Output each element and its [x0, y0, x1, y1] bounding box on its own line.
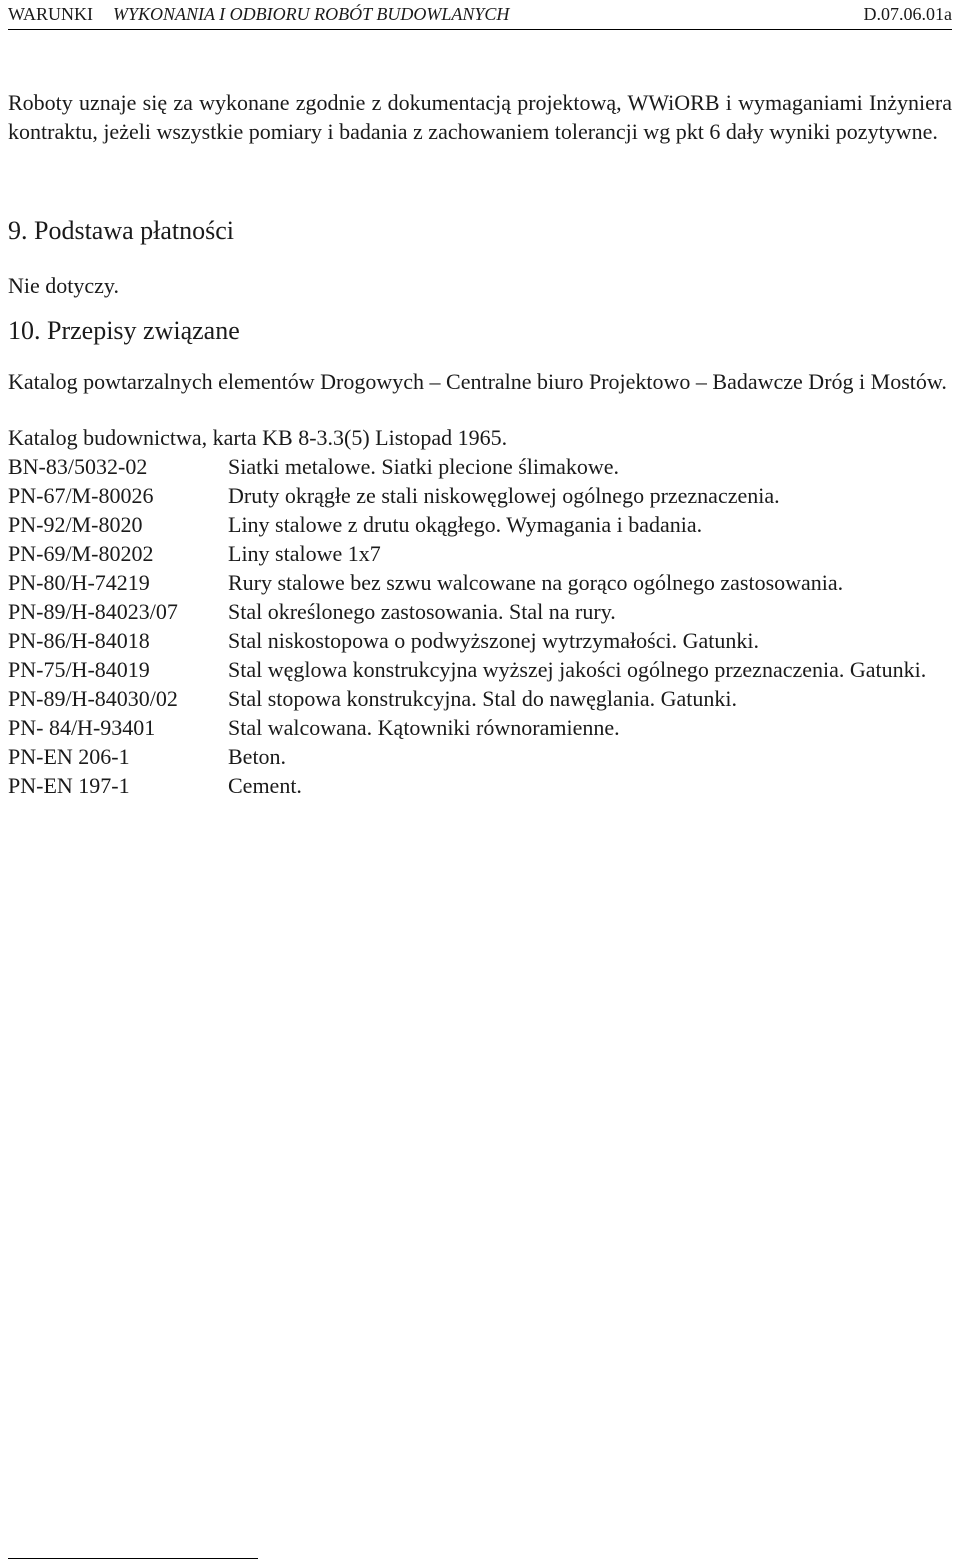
standard-code: PN-89/H-84023/07 [8, 599, 178, 624]
page-header [8, 3, 952, 30]
standard-row [8, 597, 952, 626]
standard-row [8, 626, 952, 655]
standard-row [8, 742, 952, 771]
standard-row [8, 771, 952, 800]
standard-code: BN-83/5032-02 [8, 454, 148, 479]
catalog-reference-2: Katalog budownictwa, karta KB 8-3.3(5) Listopad 1965. [8, 425, 508, 450]
standard-description: Druty okrągłe ze stali niskowęglowej ogólnego przeznaczenia. [228, 483, 780, 508]
standard-code: PN-80/H-74219 [8, 570, 150, 595]
header-title-italic: WYKONANIA I ODBIORU ROBÓT BUDOWLANYCH [113, 4, 510, 24]
standard-row [8, 655, 952, 684]
standard-description: Liny stalowe z drutu okągłego. Wymagania i badania. [228, 512, 703, 537]
standard-row [8, 510, 952, 539]
standards-list [8, 452, 952, 800]
standard-code: PN-EN 197-1 [8, 773, 130, 798]
standard-code: PN-92/M-8020 [8, 512, 143, 537]
standard-description: Stal walcowana. Kątowniki równoramienne. [228, 715, 620, 740]
section-9-title: 9. Podstawa płatności [8, 216, 235, 245]
standard-description: Stal określonego zastosowania. Stal na rury. [228, 599, 616, 624]
section-9-text: Nie dotyczy. [8, 273, 119, 298]
catalog-reference-1: Katalog powtarzalnych elementów Drogowych – Centralne biuro Projektowo – Badawcze Dróg i Mostów. [8, 369, 947, 394]
standard-description: Siatki metalowe. Siatki plecione ślimakowe. [228, 454, 620, 479]
standard-row [8, 539, 952, 568]
standard-code: PN-86/H-84018 [8, 628, 150, 653]
standard-row [8, 481, 952, 510]
intro-paragraph: Roboty uznaje się za wykonane zgodnie z dokumentacją projektową, WWiORB i wymaganiami Inżyniera kontraktu, jeżeli wszystkie pomiary i badania z zachowaniem tolerancji wg pkt 6 dały wyniki pozytywne. [8, 90, 952, 144]
section-10-title: 10. Przepisy związane [8, 316, 240, 345]
standard-row [8, 684, 952, 713]
standard-row [8, 568, 952, 597]
standard-description: Stal stopowa konstrukcyjna. Stal do nawęglania. Gatunki. [228, 686, 737, 711]
standard-code: PN-75/H-84019 [8, 657, 150, 682]
header-title-plain: WARUNKI [8, 4, 93, 24]
footer-divider [8, 1558, 258, 1559]
standard-description: Stal niskostopowa o podwyższonej wytrzymałości. Gatunki. [228, 628, 759, 653]
standard-description: Liny stalowe 1x7 [228, 541, 381, 566]
header-document-code: D.07.06.01a [863, 4, 952, 24]
standard-code: PN-EN 206-1 [8, 744, 130, 769]
standard-code: PN-89/H-84030/02 [8, 686, 178, 711]
standard-row [8, 452, 952, 481]
standard-code: PN-67/M-80026 [8, 483, 154, 508]
standard-code: PN- 84/H-93401 [8, 715, 156, 740]
standard-description: Rury stalowe bez szwu walcowane na gorąco ogólnego zastosowania. [228, 570, 844, 595]
standard-row [8, 713, 952, 742]
standard-description: Beton. [228, 744, 287, 769]
standard-description: Cement. [228, 773, 302, 798]
standard-code: PN-69/M-80202 [8, 541, 154, 566]
standard-description: Stal węglowa konstrukcyjna wyższej jakości ogólnego przeznaczenia. Gatunki. [228, 657, 927, 682]
